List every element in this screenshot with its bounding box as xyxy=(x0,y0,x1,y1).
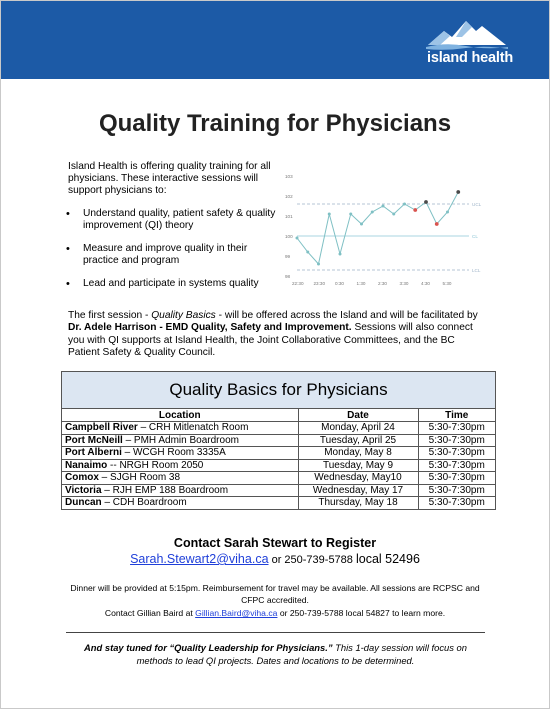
data-point xyxy=(349,213,352,216)
list-item: • Understand quality, patient safety & quality improvement (QI) theory xyxy=(66,208,281,232)
y-tick-label: 102 xyxy=(285,194,293,199)
table-row xyxy=(62,472,495,485)
contact-email-link[interactable]: Sarah.Stewart2@viha.ca xyxy=(130,552,269,566)
secondary-contact-text: or 250-739-5788 local 54827 to learn more. xyxy=(277,608,446,618)
data-point xyxy=(306,251,309,254)
data-point xyxy=(382,205,385,208)
dinner-note: Dinner will be provided at 5:15pm. Reimbursement for travel may be available. All sessions are RCPSC and CFPC accredited. xyxy=(70,583,480,605)
course-name: Quality Basics xyxy=(151,310,216,321)
location-cell xyxy=(62,472,298,485)
y-tick-label: 99 xyxy=(285,254,291,259)
time-cell: 5:30-7:30pm xyxy=(418,422,495,435)
table-row xyxy=(62,497,495,509)
table-row xyxy=(62,459,495,472)
room-name: – WCGH Room 3335A xyxy=(121,447,226,458)
time-cell: 5:30-7:30pm xyxy=(418,484,495,497)
room-name: – SJGH Room 38 xyxy=(98,472,181,483)
header-banner xyxy=(1,1,549,79)
location-cell xyxy=(62,434,298,447)
data-point xyxy=(328,213,331,216)
data-point xyxy=(317,263,320,266)
column-header-time: Time xyxy=(418,409,495,422)
brand-logo-text: island health xyxy=(427,50,514,66)
time-cell: 5:30-7:30pm xyxy=(418,497,495,509)
date-cell: Thursday, May 18 xyxy=(298,497,418,509)
data-point xyxy=(424,200,428,204)
site-name: Comox xyxy=(65,472,99,483)
y-tick-label: 100 xyxy=(285,234,293,239)
room-name: – CRH Mitlenatch Room xyxy=(137,422,249,433)
data-point xyxy=(403,203,406,206)
location-cell xyxy=(62,459,298,472)
column-header-location: Location xyxy=(62,409,298,422)
room-name: – CDH Boardroom xyxy=(101,497,187,508)
session-text: - will be offered across the Island and will be facilitated by xyxy=(215,310,478,321)
x-tick-label: 1:30 xyxy=(356,281,366,286)
location-cell xyxy=(62,497,298,509)
location-cell xyxy=(62,422,298,435)
intro-paragraph: Island Health is offering quality training for all physicians. These interactive sessions will support physicians to: xyxy=(68,161,271,196)
facilitator-name: Dr. Adele Harrison - EMD Quality, Safety and Improvement. xyxy=(68,322,352,334)
data-point xyxy=(296,237,299,240)
date-cell: Monday, May 8 xyxy=(298,447,418,460)
date-cell: Monday, April 24 xyxy=(298,422,418,435)
room-name: -- NRGH Room 2050 xyxy=(107,459,204,471)
page-title: Quality Training for Physicians xyxy=(98,110,452,137)
schedule-heading: Quality Basics for Physicians xyxy=(62,372,495,409)
control-line-label: UCL xyxy=(472,201,482,207)
footer-lead: And stay tuned for “Quality Leadership for Physicians.” xyxy=(84,642,333,653)
data-point xyxy=(392,213,395,216)
y-tick-label: 103 xyxy=(285,174,293,179)
data-point xyxy=(339,253,342,256)
series-line xyxy=(297,192,458,264)
goals-list xyxy=(66,208,281,301)
x-tick-label: 22:30 xyxy=(292,281,304,286)
control-chart xyxy=(283,164,488,286)
site-name: Duncan xyxy=(65,497,102,508)
table-row xyxy=(62,447,495,460)
site-name: Nanaimo xyxy=(65,459,108,471)
date-cell: Tuesday, April 25 xyxy=(298,434,418,447)
location-cell xyxy=(62,484,298,497)
x-tick-label: 4:30 xyxy=(421,281,430,286)
site-name: Campbell River xyxy=(65,422,138,433)
data-point xyxy=(360,223,363,226)
divider xyxy=(66,632,485,633)
list-item: • Lead and participate in systems quality xyxy=(66,278,281,290)
x-tick-label: 0:30 xyxy=(335,281,344,286)
time-cell: 5:30-7:30pm xyxy=(418,459,495,472)
table-row xyxy=(62,484,495,497)
data-point xyxy=(371,211,374,214)
room-name: – PMH Admin Boardroom xyxy=(122,434,239,446)
data-point xyxy=(456,190,460,194)
contact-phone: or 250-739-5788 xyxy=(268,554,356,566)
data-point xyxy=(435,222,439,226)
date-cell: Wednesday, May 17 xyxy=(298,484,418,497)
control-line-label: CL xyxy=(472,233,478,239)
y-tick-label: 98 xyxy=(285,274,291,279)
session-text: The first session - xyxy=(68,310,152,321)
date-cell: Wednesday, May10 xyxy=(298,472,418,485)
x-tick-label: 23:30 xyxy=(313,281,325,286)
site-name: Port Alberni xyxy=(65,447,122,458)
control-line-label: LCL xyxy=(472,267,481,273)
room-name: – RJH EMP 188 Boardroom xyxy=(101,484,229,496)
time-cell: 5:30-7:30pm xyxy=(418,472,495,485)
x-tick-label: 5:30 xyxy=(442,281,452,286)
contact-phone-local: local 52496 xyxy=(355,552,420,566)
session-text: Sessions will also connect you with QI supports at Island Health, the Joint Collaborative Committees, and the BC Patient Safety & Quality Council. xyxy=(68,322,473,358)
session-paragraph xyxy=(68,310,488,359)
footer-note xyxy=(66,642,485,667)
site-name: Victoria xyxy=(65,484,102,496)
mountain-logo-icon xyxy=(426,15,508,51)
date-cell: Tuesday, May 9 xyxy=(298,459,418,472)
contact-heading: Contact Sarah Stewart to Register xyxy=(173,536,377,550)
time-cell: 5:30-7:30pm xyxy=(418,447,495,460)
table-row xyxy=(62,422,495,435)
y-tick-label: 101 xyxy=(285,214,293,219)
secondary-email-link[interactable]: Gillian.Baird@viha.ca xyxy=(195,608,278,618)
secondary-contact xyxy=(0,608,550,618)
x-tick-label: 2:30 xyxy=(378,281,387,286)
table-row xyxy=(62,434,495,447)
site-name: Port McNeill xyxy=(65,434,123,446)
footer-text: This 1-day session will focus on methods to lead QI projects. Dates and locations to be determined. xyxy=(136,642,467,666)
location-cell xyxy=(62,447,298,460)
contact-line xyxy=(0,552,550,566)
x-tick-label: 3:30 xyxy=(399,281,409,286)
column-header-date: Date xyxy=(298,409,418,422)
data-point xyxy=(413,208,417,212)
secondary-contact-text: Contact Gillian Baird at xyxy=(104,608,196,618)
time-cell: 5:30-7:30pm xyxy=(418,434,495,447)
data-point xyxy=(446,211,449,214)
schedule-table xyxy=(61,371,496,510)
list-item: • Measure and improve quality in their practice and program xyxy=(66,243,281,267)
